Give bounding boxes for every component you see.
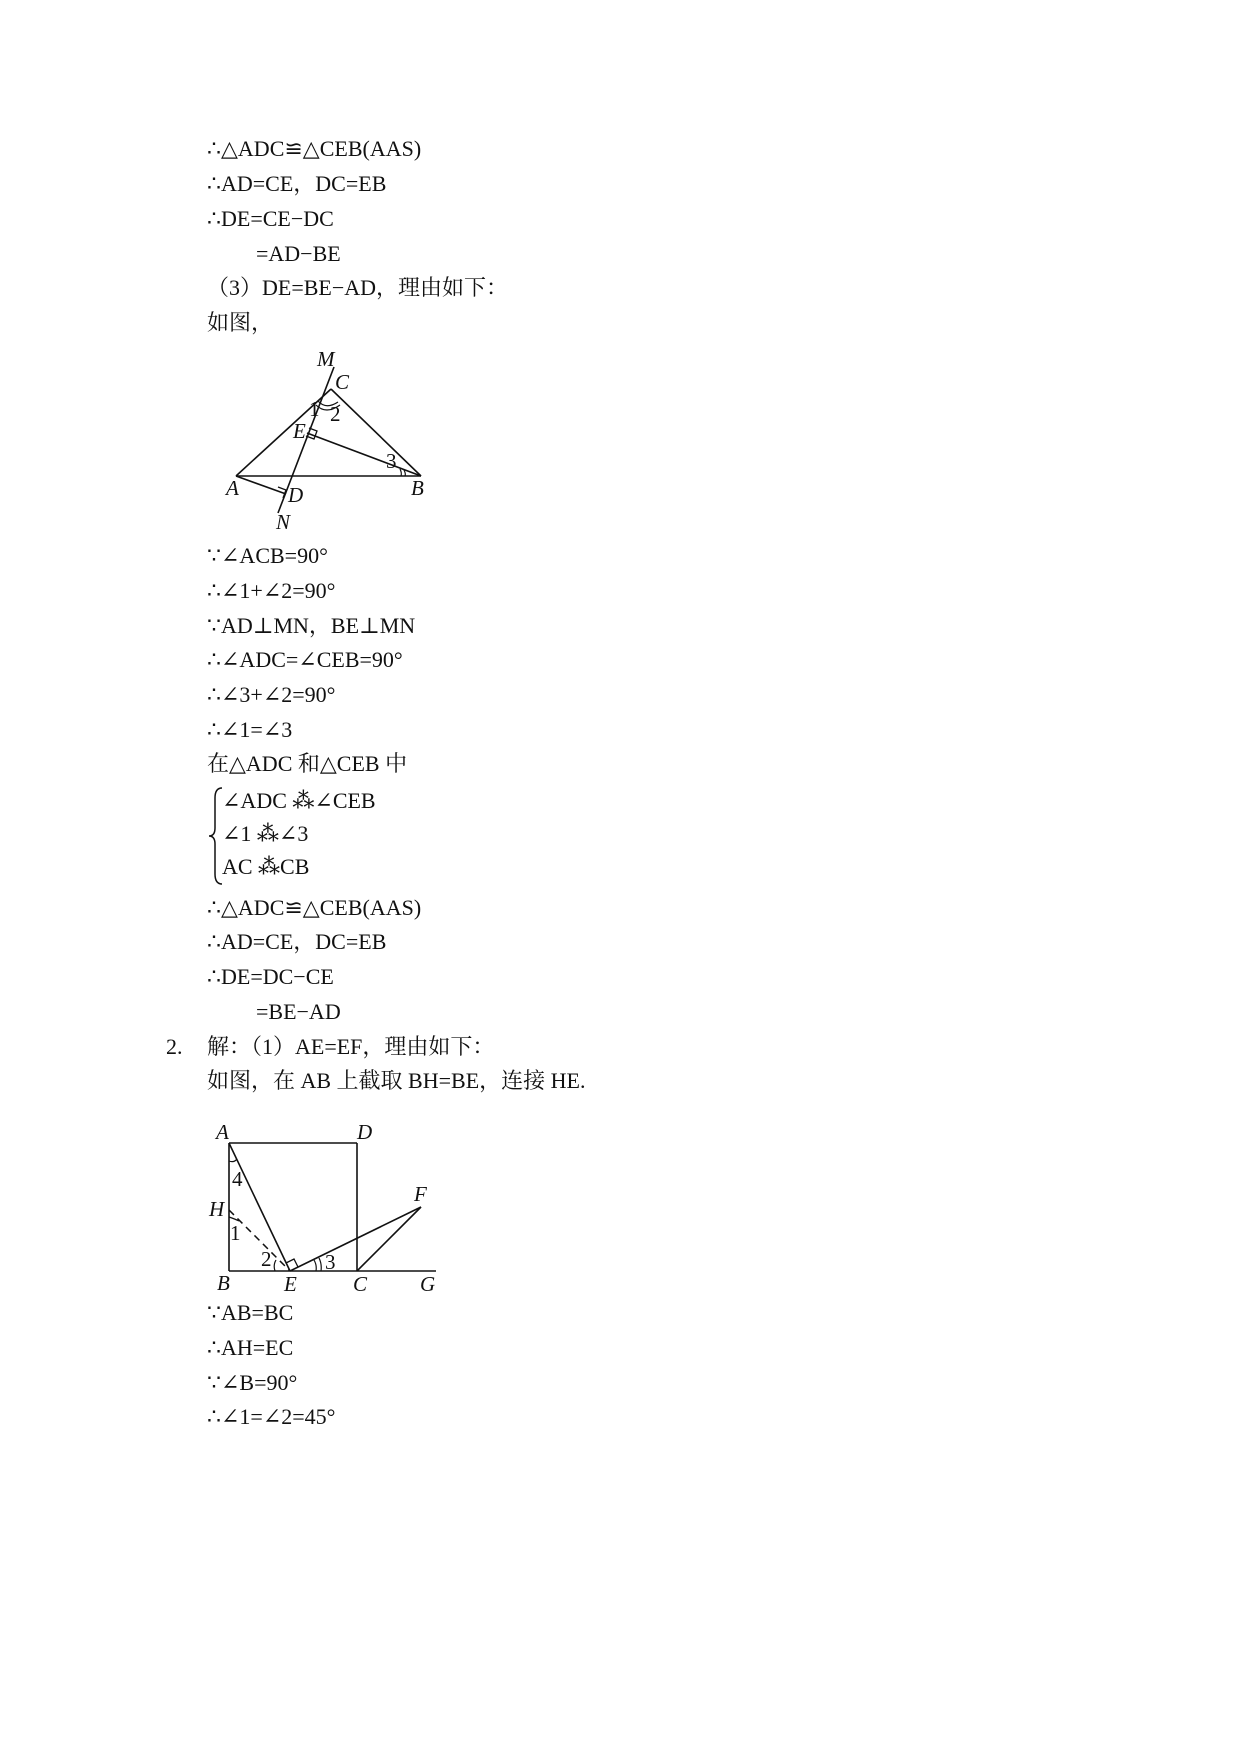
problem-heading: 解：（1）AE=EF，理由如下： xyxy=(207,1034,495,1059)
label-E: E xyxy=(284,1272,297,1296)
label-B: B xyxy=(411,476,424,500)
label-3: 3 xyxy=(386,449,397,473)
proof-line: ∴∠1=∠3 xyxy=(207,717,293,742)
proof-line: ∴△ADC≌△CEB(AAS) xyxy=(207,136,422,161)
proof-line: =BE−AD xyxy=(256,999,341,1024)
figure-intro: 如图，在 AB 上截取 BH=BE，连接 HE. xyxy=(207,1068,586,1093)
figure-intro: 如图， xyxy=(207,310,274,335)
label-C: C xyxy=(353,1272,368,1296)
label-D: D xyxy=(288,483,304,507)
proof-line: ∵AD⊥MN，BE⊥MN xyxy=(207,613,416,638)
proof-line: 在△ADC 和△CEB 中 xyxy=(207,751,408,776)
label-N: N xyxy=(276,510,291,534)
proof-line: ∴AH=EC xyxy=(207,1335,294,1360)
label-4: 4 xyxy=(232,1167,243,1191)
square-figure xyxy=(205,1115,445,1300)
label-B: B xyxy=(217,1271,230,1295)
problem-number: 2. xyxy=(166,1034,183,1059)
system-line: ∠1 ⁂∠3 xyxy=(222,821,309,846)
label-A: A xyxy=(216,1120,229,1144)
proof-line: ∴∠3+∠2=90° xyxy=(207,682,336,707)
proof-line: ∴∠1=∠2=45° xyxy=(207,1404,336,1429)
proof-line: ∴∠1+∠2=90° xyxy=(207,578,336,603)
label-M: M xyxy=(317,347,335,371)
proof-line: =AD−BE xyxy=(256,241,341,266)
label-D: D xyxy=(357,1120,373,1144)
label-F: F xyxy=(414,1182,427,1206)
system-line: AC ⁂CB xyxy=(222,854,310,879)
proof-line: ∴DE=CE−DC xyxy=(207,206,334,231)
label-2: 2 xyxy=(330,402,341,426)
label-A: A xyxy=(226,476,239,500)
system-line: ∠ADC ⁂∠CEB xyxy=(222,788,376,813)
proof-line: ∵∠ACB=90° xyxy=(207,543,328,568)
label-1: 1 xyxy=(230,1221,241,1245)
proof-line: ∵∠B=90° xyxy=(207,1370,298,1395)
label-2: 2 xyxy=(261,1247,272,1271)
label-H: H xyxy=(209,1197,225,1221)
proof-line: ∴AD=CE，DC=EB xyxy=(207,929,387,954)
proof-line: ∵AB=BC xyxy=(207,1300,294,1325)
label-G: G xyxy=(420,1272,436,1296)
triangle-figure xyxy=(222,345,442,535)
label-1: 1 xyxy=(309,397,320,421)
proof-line: ∴∠ADC=∠CEB=90° xyxy=(207,647,403,672)
part3-heading: （3）DE=BE−AD，理由如下： xyxy=(207,275,509,300)
proof-line: ∴△ADC≌△CEB(AAS) xyxy=(207,895,422,920)
proof-line: ∴DE=DC−CE xyxy=(207,964,334,989)
proof-line: ∴AD=CE，DC=EB xyxy=(207,171,387,196)
label-C: C xyxy=(335,370,350,394)
label-E: E xyxy=(293,419,306,443)
label-3: 3 xyxy=(325,1250,336,1274)
